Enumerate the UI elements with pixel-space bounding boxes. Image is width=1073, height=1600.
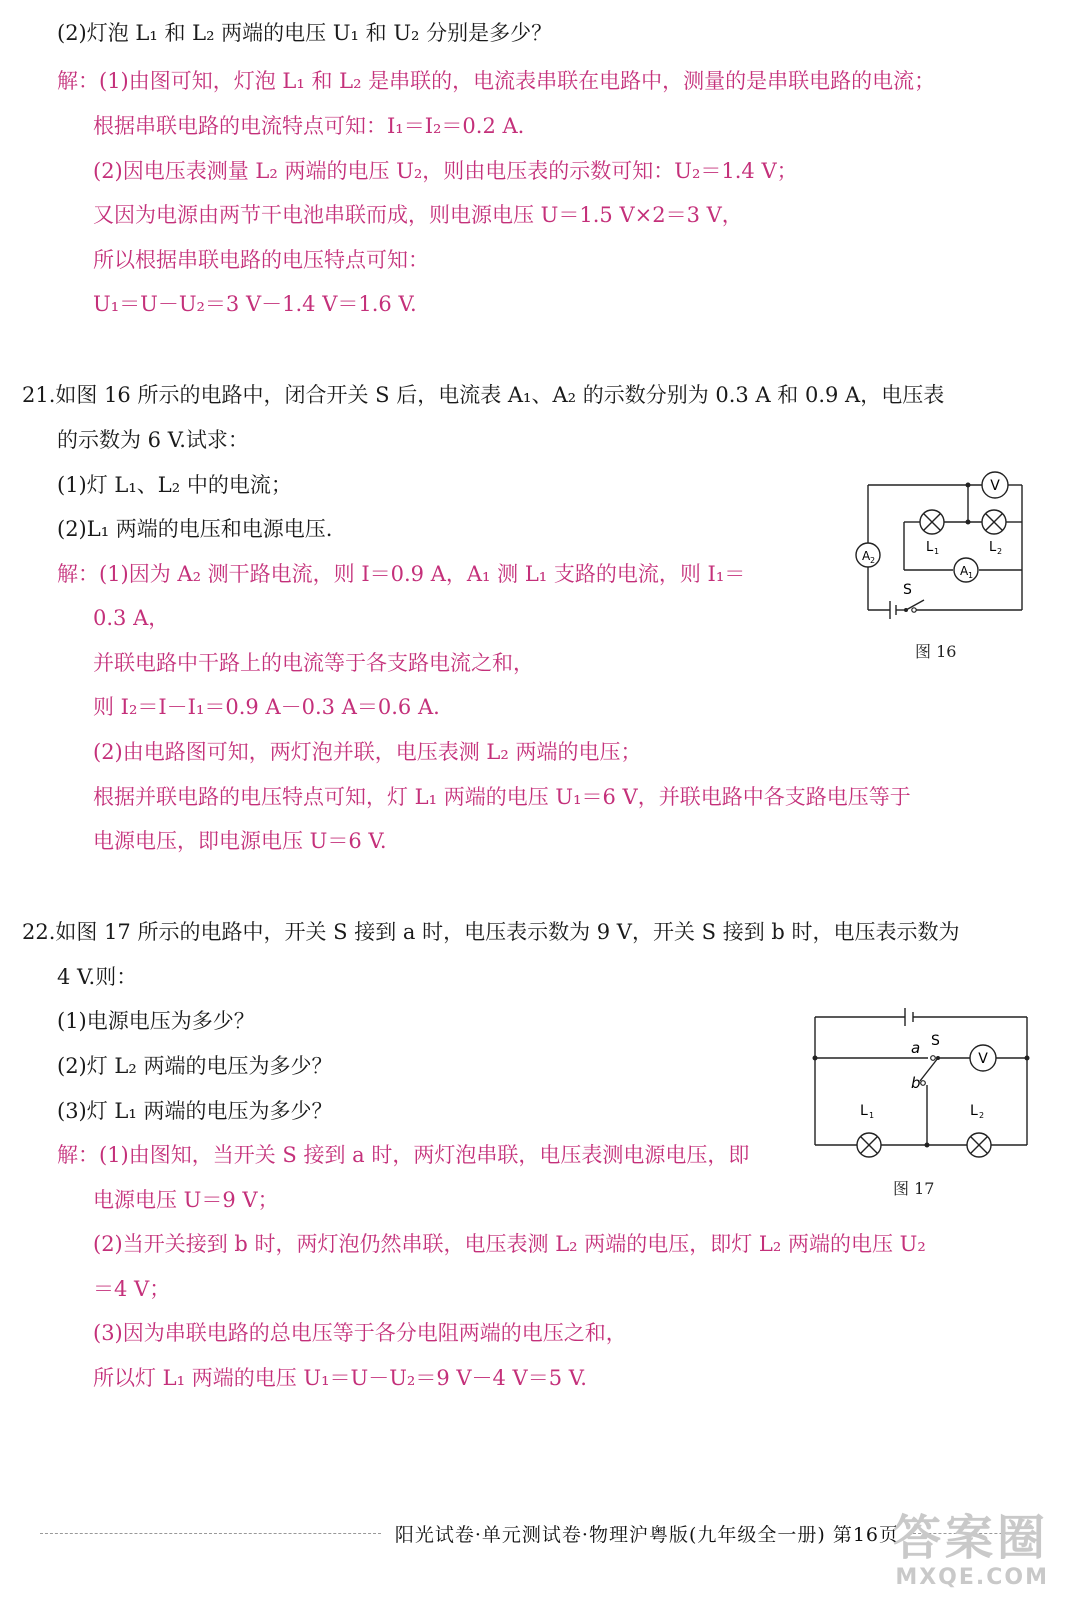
figure-16-circuit: [850, 470, 1040, 620]
figure-16-caption: 图 16: [915, 642, 957, 661]
q21-solution-1a: 解：(1)因为 A₂ 测干路电流，则 I＝0.9 A，A₁ 测 L₁ 支路的电流，则 I₁＝: [57, 562, 746, 586]
watermark: [893, 1511, 1049, 1590]
fig16-ammeter-a2-label: A: [862, 549, 871, 563]
page-footer: [40, 1518, 1033, 1548]
fig17-lamp1-sub: 1: [869, 1111, 875, 1120]
fig17-voltmeter-label: V: [978, 1051, 988, 1067]
footer-text: 阳光试卷·单元测试卷·物理沪粤版(九年级全一册) 第16页: [394, 1523, 899, 1546]
watermark-text: 答案圈: [892, 1510, 1049, 1566]
fig17-switch-label: S: [931, 1033, 940, 1049]
fig16-lamp1-sub: 1: [934, 547, 940, 556]
q22-solution-3b: 所以灯 L₁ 两端的电压 U₁＝U－U₂＝9 V－4 V＝5 V.: [93, 1366, 587, 1390]
fig17-contact-b: b: [911, 1074, 921, 1092]
q20-solution-2c: 所以根据串联电路的电压特点可知：: [93, 248, 429, 272]
q22-question-2: (2)灯 L₂ 两端的电压为多少？: [57, 1054, 333, 1078]
q21-solution-2c: 电源电压，即电源电压 U＝6 V.: [93, 829, 387, 853]
q20-solution-2b: 又因为电源由两节干电池串联而成，则电源电压 U＝1.5 V×2＝3 V，: [93, 203, 743, 227]
q20-solution-2d: U₁＝U－U₂＝3 V－1.4 V＝1.6 V.: [93, 292, 417, 316]
fig17-contact-a: a: [911, 1039, 921, 1057]
q20-solution-1a: 解：(1)由图可知，灯泡 L₁ 和 L₂ 是串联的，电流表串联在电路中，测量的是串联电路的电流；: [57, 69, 936, 93]
fig16-switch-label: S: [903, 582, 912, 598]
fig16-ammeter-a1-sub: 1: [968, 571, 974, 580]
fig16-lamp2-label: L: [989, 540, 997, 555]
watermark-url: MXQE.COM: [895, 1565, 1049, 1590]
q21-stem-line2: 的示数为 6 V.试求：: [57, 428, 249, 452]
q20-question-2: (2)灯泡 L₁ 和 L₂ 两端的电压 U₁ 和 U₂ 分别是多少？: [57, 21, 553, 45]
q22-solution-2a: (2)当开关接到 b 时，两灯泡仍然串联，电压表测 L₂ 两端的电压，即灯 L₂ 两端的电压 U₂: [93, 1232, 926, 1256]
q21-solution-1d: 则 I₂＝I－I₁＝0.9 A－0.3 A＝0.6 A.: [93, 695, 440, 719]
q21-solution-2b: 根据并联电路的电压特点可知，灯 L₁ 两端的电压 U₁＝6 V，并联电路中各支路电压等于: [93, 785, 911, 809]
fig16-lamp1-label: L: [926, 540, 934, 555]
q22-stem-line1: 22.如图 17 所示的电路中，开关 S 接到 a 时，电压表示数为 9 V，开关 S 接到 b 时，电压表示数为: [22, 920, 960, 944]
q21-solution-2a: (2)由电路图可知，两灯泡并联，电压表测 L₂ 两端的电压；: [93, 740, 642, 764]
fig17-lamp1-label: L: [860, 1103, 868, 1119]
q21-solution-1b: 0.3 A，: [93, 606, 170, 630]
q22-question-1: (1)电源电压为多少？: [57, 1009, 255, 1033]
q20-solution-2a: (2)因电压表测量 L₂ 两端的电压 U₂，则由电压表的示数可知：U₂＝1.4 V；: [93, 159, 798, 183]
figure-17-caption: 图 17: [893, 1179, 935, 1198]
q22-stem-line2: 4 V.则：: [57, 965, 138, 989]
q21-question-1: (1)灯 L₁、L₂ 中的电流；: [57, 473, 292, 497]
q22-question-3: (3)灯 L₁ 两端的电压为多少？: [57, 1099, 333, 1123]
fig17-lamp2-sub: 2: [979, 1111, 985, 1120]
q22-solution-2b: ＝4 V；: [93, 1277, 171, 1301]
fig17-lamp2-label: L: [970, 1103, 978, 1119]
q21-question-2: (2)L₁ 两端的电压和电源电压.: [57, 517, 333, 541]
q22-solution-1b: 电源电压 U＝9 V；: [93, 1188, 279, 1212]
fig16-ammeter-a2-sub: 2: [870, 556, 876, 565]
fig16-ammeter-a1-label: A: [960, 564, 969, 578]
footer-divider-left: [40, 1533, 381, 1534]
fig16-voltmeter-label: V: [990, 478, 1000, 494]
q22-solution-3a: (3)因为串联电路的总电压等于各分电阻两端的电压之和，: [93, 1321, 627, 1345]
q20-solution-1b: 根据串联电路的电流特点可知：I₁＝I₂＝0.2 A.: [93, 114, 525, 138]
figure-17-circuit: [805, 1005, 1037, 1165]
q21-stem-line1: 21.如图 16 所示的电路中，闭合开关 S 后，电流表 A₁、A₂ 的示数分别为 0.3 A 和 0.9 A，电压表: [22, 383, 945, 407]
q21-solution-1c: 并联电路中干路上的电流等于各支路电流之和，: [93, 651, 534, 675]
q22-solution-1a: 解：(1)由图知，当开关 S 接到 a 时，两灯泡串联，电压表测电源电压，即: [57, 1143, 750, 1167]
fig16-lamp2-sub: 2: [997, 547, 1003, 556]
